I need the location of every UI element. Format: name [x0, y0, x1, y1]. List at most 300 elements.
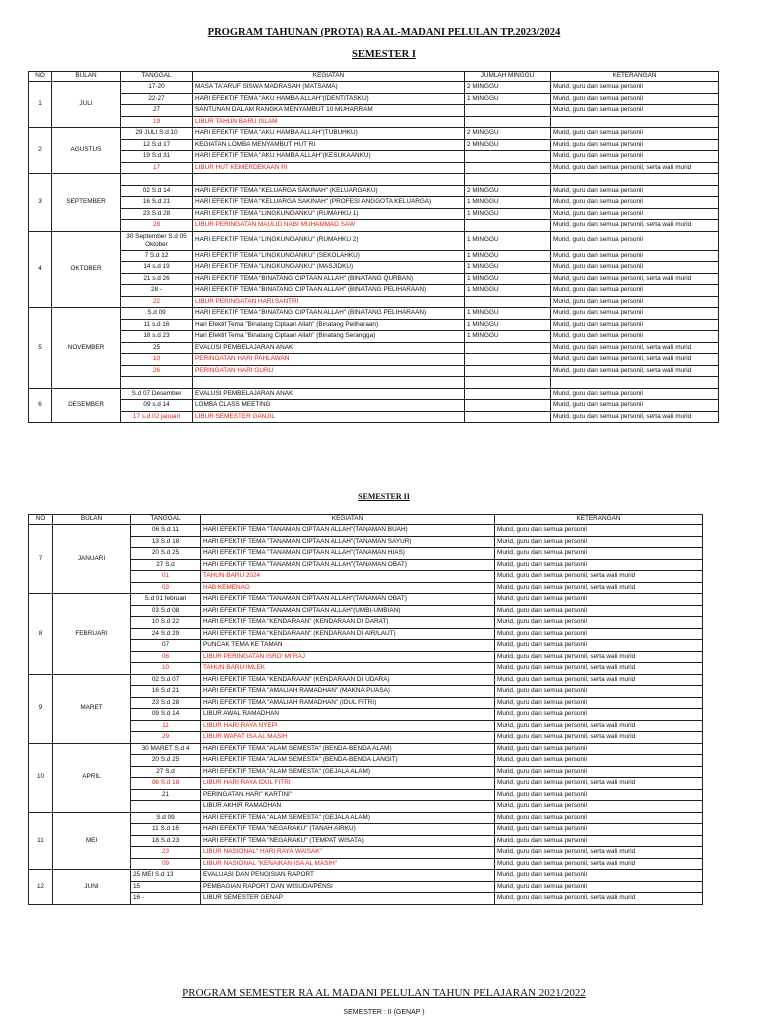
month-name: SEPTEMBER — [52, 174, 121, 232]
table-row — [29, 697, 703, 709]
activity-cell: HARI EFEKTIF TEMA "NEGARAKU" (TEMPAT WISATA) — [201, 835, 495, 847]
weeks-cell: 1 MINGGU — [465, 285, 551, 297]
date-cell: 17 s.d 02 januari — [121, 411, 193, 423]
semester-1-title: SEMESTER I — [352, 49, 416, 60]
activity-cell: LIBUR PERINGATAN ISRO' MI'RAJ — [201, 651, 495, 663]
table-row — [29, 220, 719, 232]
date-cell: 7 S.d 12 — [121, 250, 193, 262]
activity-cell: HARI EFEKTIF TEMA "ALAM SEMESTA" (GEJALA ALAM) — [201, 766, 495, 778]
table-row — [29, 536, 703, 548]
activity-cell: HARI EFEKTIF TEMA "TANAMAN CIPTAAN ALLAH"(TANAMAN HIAS) — [201, 548, 495, 560]
column-header: BULAN — [53, 515, 131, 525]
activity-cell: HARI EFEKTIF TEMA "KENDARAAN" (KENDARAAN DI DARAT) — [201, 617, 495, 629]
activity-cell: LIBUR HARI RAYA NYEPI — [201, 720, 495, 732]
note-cell: Murid, guru dan semua personil — [551, 208, 719, 220]
activity-cell: KEGIATAN LOMBA MENYAMBUT HUT RI — [193, 139, 465, 151]
month-name: DESEMBER — [52, 388, 121, 423]
table-row — [29, 285, 719, 297]
activity-cell: LIBUR NASIONAL" HARI RAYA WAISAK" — [201, 847, 495, 859]
activity-cell: LIBUR TAHUN BARU ISLAM — [193, 116, 465, 128]
note-cell: Murid, guru dan semua personil — [495, 640, 703, 652]
column-header: BULAN — [52, 72, 121, 82]
column-header: KEGIATAN — [201, 515, 495, 525]
note-cell: Murid, guru dan semua personil — [551, 151, 719, 163]
activity-cell: LOMBA CLASS MEETING — [193, 400, 465, 412]
row-number: 11 — [29, 812, 53, 870]
weeks-cell — [465, 296, 551, 308]
activity-cell: LIBUR HARI RAYA IDUL FITRI — [201, 778, 495, 790]
weeks-cell — [465, 342, 551, 354]
weeks-cell — [465, 151, 551, 163]
column-header: NO — [29, 72, 52, 82]
table-row — [29, 766, 703, 778]
note-cell: Murid, guru dan semua personil — [551, 308, 719, 320]
note-cell: Murid, guru dan semua personil — [551, 93, 719, 105]
date-cell: 21 s.d 26 — [121, 273, 193, 285]
weeks-cell: 1 MINGGU — [465, 197, 551, 209]
table-row — [29, 411, 719, 423]
table-header-row — [29, 515, 703, 525]
table-row — [29, 197, 719, 209]
table-row — [29, 789, 703, 801]
activity-cell: HARI EFEKTIF TEMA "BINATANG CIPTAAN ALLAH" (BINATANG PELIHARAAN) — [193, 285, 465, 297]
note-cell: Murid, guru dan semua personil — [495, 617, 703, 629]
date-cell: 20 S.d 25 — [131, 755, 201, 767]
row-number: 10 — [29, 743, 53, 812]
date-cell: 29 — [131, 732, 201, 744]
activity-cell: HARI EFEKTIF TEMA "BINATANG CIPTAAN ALLAH" (BINATANG PELIHARAAN) — [193, 308, 465, 320]
column-header: KEGIATAN — [193, 72, 465, 82]
month-name: APRIL — [53, 743, 131, 812]
weeks-cell: 2 MINGGU — [465, 185, 551, 197]
table-row — [29, 250, 719, 262]
activity-cell — [193, 377, 465, 389]
activity-cell: HARI EFEKTIF TEMA "TANAMAN CIPTAAN ALLAH"(UMBI-UMBIAN) — [201, 605, 495, 617]
note-cell: Murid, guru dan semua personil — [551, 139, 719, 151]
note-cell: Murid, guru dan semua personil, serta wali murid — [495, 778, 703, 790]
date-cell: 21 — [131, 789, 201, 801]
activity-cell: LIBUR AWAL RAMADHAN — [201, 709, 495, 721]
table-row — [29, 605, 703, 617]
note-cell: Murid, guru dan semua personil — [495, 812, 703, 824]
table-row — [29, 93, 719, 105]
table-row — [29, 128, 719, 140]
note-cell: Murid, guru dan semua personil — [495, 789, 703, 801]
date-cell: 08 — [131, 651, 201, 663]
date-cell: 26 — [121, 365, 193, 377]
activity-cell: HARI EFEKTIF TEMA "AMALIAH RAMADHAN" (MAKNA PUASA) — [201, 686, 495, 698]
date-cell: 06 S.d 11 — [131, 525, 201, 537]
note-cell: Murid, guru dan semua personil — [495, 697, 703, 709]
activity-cell: HARI EFEKTIF TEMA "NEGARAKU" (TANAH AIRKU) — [201, 824, 495, 836]
table-row — [29, 262, 719, 274]
month-name: MARET — [53, 674, 131, 743]
table-row — [29, 82, 719, 94]
date-cell: 15 — [131, 881, 201, 893]
note-cell: Murid, guru dan semua personil, serta wali murid — [495, 720, 703, 732]
date-cell: 10 — [121, 354, 193, 366]
table-row — [29, 105, 719, 117]
month-name: JANUARI — [53, 525, 131, 594]
note-cell: Murid, guru dan semua personil — [551, 262, 719, 274]
date-cell: 16 - — [131, 893, 201, 905]
table-header-row — [29, 72, 719, 82]
date-cell: 22-27 — [121, 93, 193, 105]
note-cell — [551, 377, 719, 389]
table-row — [29, 273, 719, 285]
note-cell: Murid, guru dan semua personil — [551, 388, 719, 400]
row-number: 7 — [29, 525, 53, 594]
date-cell: 12 S.d 17 — [121, 139, 193, 151]
table-row — [29, 400, 719, 412]
note-cell: Murid, guru dan semua personil — [551, 82, 719, 94]
weeks-cell — [465, 388, 551, 400]
row-number: 12 — [29, 870, 53, 905]
row-number: 1 — [29, 82, 52, 128]
note-cell: Murid, guru dan semua personil — [551, 331, 719, 343]
note-cell: Murid, guru dan semua personil, serta wali murid — [495, 858, 703, 870]
note-cell: Murid, guru dan semua personil, serta wali murid — [551, 365, 719, 377]
activity-cell: PERINGATAN HARI" KARTINI" — [201, 789, 495, 801]
note-cell: Murid, guru dan semua personil — [551, 296, 719, 308]
note-cell — [551, 116, 719, 128]
activity-cell: HARI EFEKTIF TEMA "ALAM SEMESTA" (BENDA-BENDA ALAM) — [201, 743, 495, 755]
table-row — [29, 686, 703, 698]
weeks-cell: 1 MINGGU — [465, 319, 551, 331]
table-row — [29, 377, 719, 389]
note-cell: Murid, guru dan semua personil, serta wali murid — [495, 732, 703, 744]
activity-cell: EVALUSI PEMBELAJARAN ANAK — [193, 342, 465, 354]
date-cell: 06 S.d 18 — [131, 778, 201, 790]
date-cell: 16 S.d 21 — [121, 197, 193, 209]
date-cell: 18 s.d 23 — [121, 331, 193, 343]
table-row — [29, 571, 703, 583]
document-title: PROGRAM TAHUNAN (PROTA) RA AL-MADANI PELULAN TP.2023/2024 — [207, 27, 561, 38]
date-cell: 28 - — [121, 285, 193, 297]
table-row — [29, 388, 719, 400]
activity-cell: HARI EFEKTIF TEMA "AMALIAH RAMADHAN" (IDUL FITRI) — [201, 697, 495, 709]
activity-cell: EVALUSI PEMBELAJARAN ANAK — [193, 388, 465, 400]
weeks-cell — [465, 365, 551, 377]
date-cell: 29 JULI S.d 10 — [121, 128, 193, 140]
program-semester-title: PROGRAM SEMESTER RA AL MADANI PELULAN TAHUN PELAJARAN 2021/2022 — [182, 987, 586, 999]
note-cell: Murid, guru dan semua personil — [495, 801, 703, 813]
activity-cell: HARI EFEKTIF TEMA "TANAMAN CIPTAAN ALLAH"(TANAMAN BUAH) — [201, 525, 495, 537]
date-cell: S.d 09 — [121, 308, 193, 320]
note-cell: Murid, guru dan semua personil — [495, 755, 703, 767]
note-cell: Murid, guru dan semua personil, serta wali murid — [495, 663, 703, 675]
weeks-cell — [465, 377, 551, 389]
column-header: TANGGAL — [121, 72, 193, 82]
table-row — [29, 709, 703, 721]
note-cell: Murid, guru dan semua personil — [495, 628, 703, 640]
weeks-cell: 1 MINGGU — [465, 93, 551, 105]
table-row — [29, 162, 719, 174]
table-row — [29, 870, 703, 882]
date-cell: 23 S.d 28 — [121, 208, 193, 220]
semester-1-table — [28, 71, 719, 423]
month-name: FEBRUARI — [53, 594, 131, 675]
table-row — [29, 185, 719, 197]
note-cell: Murid, guru dan semua personil — [551, 319, 719, 331]
activity-cell: LIBUR HUT KEMERDEKAAN RI — [193, 162, 465, 174]
note-cell: Murid, guru dan semua personil, serta wali murid — [551, 220, 719, 232]
weeks-cell — [465, 354, 551, 366]
table-row — [29, 525, 703, 537]
note-cell: Murid, guru dan semua personil — [495, 709, 703, 721]
date-cell: 01 — [131, 571, 201, 583]
date-cell: S.d 01 februari — [131, 594, 201, 606]
table-row — [29, 812, 703, 824]
weeks-cell: 2 MINGGU — [465, 82, 551, 94]
table-row — [29, 174, 719, 186]
note-cell: Murid, guru dan semua personil — [495, 835, 703, 847]
semester-2-title: SEMESTER II — [358, 492, 410, 501]
activity-cell: Hari Efektif Tema "Binatang Ciptaan Allah" (Binatang Serangga) — [193, 331, 465, 343]
row-number: 2 — [29, 128, 52, 174]
table-row — [29, 755, 703, 767]
table-row — [29, 628, 703, 640]
note-cell: Murid, guru dan semua personil — [495, 881, 703, 893]
date-cell: 20 S.d 25 — [131, 548, 201, 560]
weeks-cell: 1 MINGGU — [465, 262, 551, 274]
month-name: JUNI — [53, 870, 131, 905]
table-row — [29, 296, 719, 308]
date-cell: 09 s.d 14 — [121, 400, 193, 412]
date-cell: S.d 09 — [131, 812, 201, 824]
date-cell: 02 S.d 07 — [131, 674, 201, 686]
table-row — [29, 743, 703, 755]
date-cell: 22 — [121, 296, 193, 308]
table-row — [29, 559, 703, 571]
month-name: JULI — [52, 82, 121, 128]
column-header: KETERANGAN — [495, 515, 703, 525]
activity-cell: LIBUR SEMESTER GANJIL — [193, 411, 465, 423]
activity-cell: HARI EFEKTIF TEMA "KELUARGA SAKINAH" (KELUARGAKU) — [193, 185, 465, 197]
note-cell: Murid, guru dan semua personil — [551, 250, 719, 262]
date-cell: 18 S.d 23 — [131, 835, 201, 847]
date-cell: 07 — [131, 640, 201, 652]
table-row — [29, 231, 719, 250]
date-cell: 09 — [131, 858, 201, 870]
weeks-cell — [465, 116, 551, 128]
note-cell: Murid, guru dan semua personil, serta wali murid — [551, 354, 719, 366]
table-row — [29, 674, 703, 686]
table-row — [29, 732, 703, 744]
date-cell: 28 — [121, 220, 193, 232]
date-cell: 11 s.d 16 — [121, 319, 193, 331]
table-row — [29, 331, 719, 343]
date-cell: 19 S.d 31 — [121, 151, 193, 163]
date-cell: 24 S.d 29 — [131, 628, 201, 640]
column-header: TANGGAL — [131, 515, 201, 525]
activity-cell — [193, 174, 465, 186]
activity-cell: HARI EFEKTIF TEMA "TANAMAN CIPTAAN ALLAH"(TANAMAN OBAT) — [201, 594, 495, 606]
date-cell: 27 S.d — [131, 766, 201, 778]
table-row — [29, 801, 703, 813]
note-cell: Murid, guru dan semua personil — [495, 824, 703, 836]
weeks-cell: 1 MINGGU — [465, 231, 551, 250]
date-cell: 23 S.d 28 — [131, 697, 201, 709]
table-row — [29, 640, 703, 652]
row-number: 4 — [29, 231, 52, 308]
note-cell: Murid, guru dan semua personil, serta wali murid — [495, 571, 703, 583]
note-cell: Murid, guru dan semua personil — [495, 548, 703, 560]
activity-cell: HARI EFEKTIF TEMA "BINATANG CIPTAAN ALLAH" (BINATANG QURBAN) — [193, 273, 465, 285]
date-cell: 13 S.d 18 — [131, 536, 201, 548]
activity-cell: PERINGATAN HARI PAHLAWAN — [193, 354, 465, 366]
date-cell — [131, 801, 201, 813]
column-header: KETERANGAN — [551, 72, 719, 82]
month-name: MEI — [53, 812, 131, 870]
activity-cell: HARI EFEKTIF TEMA "KENDARAAN" (KENDARAAN DI AIR/LAUT) — [201, 628, 495, 640]
date-cell: 11 S.d 16 — [131, 824, 201, 836]
activity-cell: HAB KEMENAG — [201, 582, 495, 594]
note-cell: Murid, guru dan semua personil — [495, 870, 703, 882]
activity-cell: HARI EFEKTIF TEMA "LINGKUNGANKU" (RUMAHKU 1) — [193, 208, 465, 220]
activity-cell: LIBUR WAFAT ISA AL MASIH — [201, 732, 495, 744]
table-row — [29, 824, 703, 836]
activity-cell: TAHUN BARU IMLEK — [201, 663, 495, 675]
table-row — [29, 881, 703, 893]
table-row — [29, 651, 703, 663]
activity-cell: HARI EFEKTIF TEMA "AKU HAMBA ALLAH"(IDENTITASKU) — [193, 93, 465, 105]
weeks-cell — [465, 105, 551, 117]
weeks-cell — [465, 400, 551, 412]
activity-cell: PUNCAK TEMA KE TAMAN — [201, 640, 495, 652]
table-row — [29, 835, 703, 847]
date-cell: 10 — [131, 663, 201, 675]
date-cell: 09 S.d 14 — [131, 709, 201, 721]
activity-cell: HARI EFEKTIF TEMA "TANAMAN CIPTAAN ALLAH"(TANAMAN OBAT) — [201, 559, 495, 571]
date-cell: 23 — [131, 847, 201, 859]
activity-cell: PEMBAGIAN RAPORT DAN WISUDA/PENSI — [201, 881, 495, 893]
activity-cell: HARI EFEKTIF TEMA "LINGKUNGANKU" (MASJIDKU) — [193, 262, 465, 274]
date-cell: 03 — [131, 582, 201, 594]
weeks-cell — [465, 220, 551, 232]
activity-cell: LIBUR AKHIR RAMADHAN — [201, 801, 495, 813]
date-cell: 19 — [121, 116, 193, 128]
date-cell — [121, 174, 193, 186]
row-number: 6 — [29, 388, 52, 423]
weeks-cell: 1 MINGGU — [465, 208, 551, 220]
activity-cell: HARI EFEKTIF TEMA "ALAM SEMESTA" (BENDA-BENDA LANGIT) — [201, 755, 495, 767]
row-number: 9 — [29, 674, 53, 743]
activity-cell: HARI EFEKTIF TEMA "AKU HAMBA ALLAH"(TUBUHKU) — [193, 128, 465, 140]
note-cell: Murid, guru dan semua personil — [495, 766, 703, 778]
note-cell: Murid, guru dan semua personil — [495, 525, 703, 537]
note-cell: Murid, guru dan semua personil, serta wali murid — [495, 674, 703, 686]
weeks-cell: 2 MINGGU — [465, 139, 551, 151]
weeks-cell: 1 MINGGU — [465, 273, 551, 285]
note-cell: Murid, guru dan semua personil, serta wali murid — [495, 893, 703, 905]
date-cell: 30 MARET S.d 4 — [131, 743, 201, 755]
note-cell: Murid, guru dan semua personil, serta wali murid — [495, 847, 703, 859]
table-row — [29, 778, 703, 790]
table-row — [29, 582, 703, 594]
date-cell: 02 S.d 14 — [121, 185, 193, 197]
date-cell: 17 — [121, 162, 193, 174]
column-header: NO — [29, 515, 53, 525]
note-cell: Murid, guru dan semua personil, serta wali murid — [495, 582, 703, 594]
month-name: NOVEMBER — [52, 308, 121, 389]
note-cell: Murid, guru dan semua personil — [495, 743, 703, 755]
activity-cell: HARI EFEKTIF TEMA "AKU HAMBA ALLAH"(KESUKAANKU) — [193, 151, 465, 163]
activity-cell: MASA TA'ARUF SISWA MADRASAH (MATSAMA) — [193, 82, 465, 94]
table-row — [29, 354, 719, 366]
table-row — [29, 208, 719, 220]
table-row — [29, 308, 719, 320]
weeks-cell: 1 MINGGU — [465, 250, 551, 262]
semester-2-table — [28, 514, 703, 905]
table-row — [29, 365, 719, 377]
activity-cell: HARI EFEKTIF TEMA "KENDARAAN" (KENDARAAN DI UDARA) — [201, 674, 495, 686]
note-cell: Murid, guru dan semua personil — [495, 559, 703, 571]
note-cell: Murid, guru dan semua personil — [551, 105, 719, 117]
table-row — [29, 548, 703, 560]
note-cell: Murid, guru dan semua personil, serta wali murid — [551, 162, 719, 174]
table-row — [29, 893, 703, 905]
activity-cell: LIBUR NASIONAL "KENAIKAN ISA AL MASIH" — [201, 858, 495, 870]
semester-label: SEMESTER : II (GENAP ) — [343, 1009, 425, 1016]
note-cell: Murid, guru dan semua personil — [551, 128, 719, 140]
weeks-cell — [465, 162, 551, 174]
table-row — [29, 594, 703, 606]
weeks-cell — [465, 411, 551, 423]
activity-cell: HARI EFEKTIF TEMA "TANAMAN CIPTAAN ALLAH"(TANAMAN SAYUR) — [201, 536, 495, 548]
note-cell: Murid, guru dan semua personil — [495, 594, 703, 606]
note-cell: Murid, guru dan semua personil — [551, 400, 719, 412]
table-row — [29, 116, 719, 128]
date-cell: 16 S.d 21 — [131, 686, 201, 698]
column-header: JUMLAH MINGGU — [465, 72, 551, 82]
note-cell: Murid, guru dan semua personil, serta wali murid — [551, 342, 719, 354]
activity-cell: Hari Efektif Tema "Binatang Ciptaan Allah" (Binatang Peliharaan) — [193, 319, 465, 331]
date-cell: 14 s.d 19 — [121, 262, 193, 274]
table-row — [29, 858, 703, 870]
note-cell: Murid, guru dan semua personil — [495, 686, 703, 698]
note-cell: Murid, guru dan semua personil — [551, 197, 719, 209]
table-row — [29, 617, 703, 629]
date-cell: 10 S.d 22 — [131, 617, 201, 629]
note-cell: Murid, guru dan semua personil — [551, 185, 719, 197]
weeks-cell: 1 MINGGU — [465, 331, 551, 343]
date-cell: 11 — [131, 720, 201, 732]
date-cell: 03 S.d 08 — [131, 605, 201, 617]
table-row — [29, 151, 719, 163]
table-row — [29, 342, 719, 354]
note-cell: Murid, guru dan semua personil, serta wali murid — [495, 651, 703, 663]
note-cell: Murid, guru dan semua personil — [495, 536, 703, 548]
row-number: 8 — [29, 594, 53, 675]
row-number: 5 — [29, 308, 52, 389]
note-cell: Murid, guru dan semua personil, serta wali murid — [551, 273, 719, 285]
weeks-cell: 1 MINGGU — [465, 308, 551, 320]
note-cell — [551, 174, 719, 186]
activity-cell: EVALUASI DAN PENGISIAN RAPORT — [201, 870, 495, 882]
note-cell: Murid, guru dan semua personil, serta wali murid — [551, 411, 719, 423]
table-row — [29, 847, 703, 859]
activity-cell: HARI EFEKTIF TEMA "LINGKUNGANKU" (SEKOLAHKU) — [193, 250, 465, 262]
month-name: OKTOBER — [52, 231, 121, 308]
table-row — [29, 720, 703, 732]
weeks-cell: 2 MINGGU — [465, 128, 551, 140]
date-cell — [121, 377, 193, 389]
date-cell: 27 S.d — [131, 559, 201, 571]
date-cell: 25 — [121, 342, 193, 354]
table-row — [29, 139, 719, 151]
activity-cell: LIBUR SEMESTER GENAP — [201, 893, 495, 905]
